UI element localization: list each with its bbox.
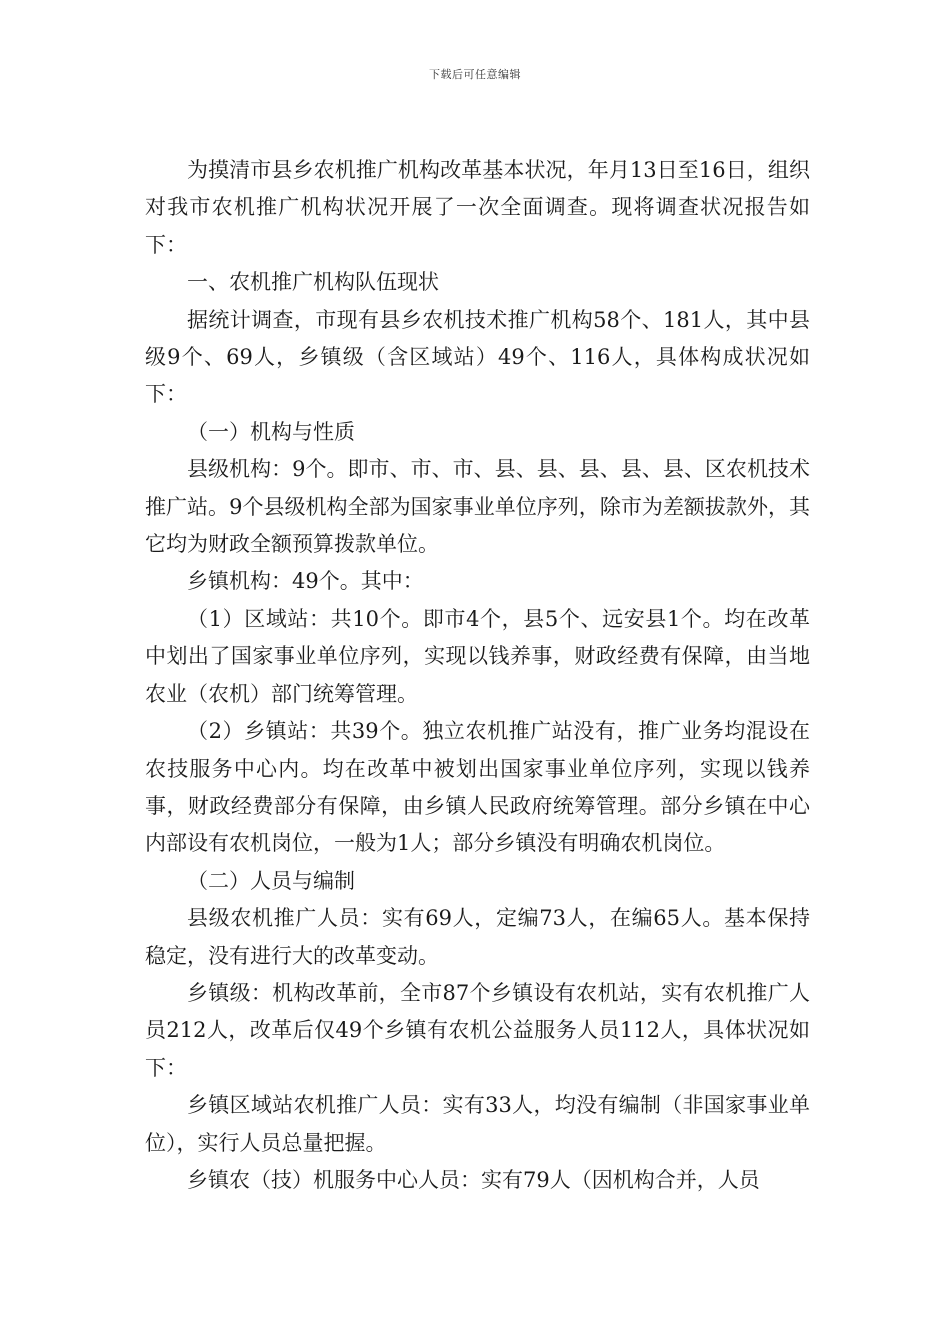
- township-stations-paragraph: （2）乡镇站：共39个。独立农机推广站没有，推广业务均混设在农技服务中心内。均在改革中被划出国家事业单位序列，实现以钱养事，财政经费部分有保障，由乡镇人民政府统筹管理。部分乡镇在中心内部设有农机岗位，一般为1人；部分乡镇没有明确农机岗位。: [145, 719, 810, 856]
- page-header: 下载后可任意编辑: [429, 68, 521, 81]
- service-center-personnel-paragraph: 乡镇农（技）机服务中心人员：实有79人（因机构合并，人员: [187, 1167, 760, 1192]
- county-institutions-paragraph: 县级机构：9个。即市、市、市、县、县、县、县、县、区农机技术推广站。9个县级机构全部为国家事业单位序列，除市为差额拔款外，其它均为财政全额预算拨款单位。: [145, 457, 810, 557]
- regional-station-personnel-paragraph: 乡镇区域站农机推广人员：实有33人，均没有编制（非国家事业单位），实行人员总量把握。: [145, 1093, 810, 1155]
- document-body: [145, 152, 810, 1199]
- township-institutions-paragraph: 乡镇机构：49个。其中：: [187, 569, 424, 594]
- statistics-paragraph: 据统计调查，市现有县乡农机技术推广机构58个、181人，其中县级9个、69人，乡镇级（含区域站）49个、116人，具体构成状况如下：: [145, 307, 810, 407]
- county-personnel-paragraph: 县级农机推广人员：实有69人，定编73人，在编65人。基本保持稳定，没有进行大的改革变动。: [145, 906, 810, 968]
- township-level-paragraph: 乡镇级：机构改革前，全市87个乡镇设有农机站，实有农机推广人员212人，改革后仅49个乡镇有农机公益服务人员112人，具体状况如下：: [145, 980, 810, 1080]
- intro-paragraph: 为摸清市县乡农机推广机构改革基本状况，年月13日至16日，组织对我市农机推广机构状况开展了一次全面调查。现将调查状况报告如下：: [145, 158, 810, 257]
- regional-stations-paragraph: （1）区域站：共10个。即市4个，县5个、远安县1个。均在改革中划出了国家事业单位序列，实现以钱养事，财政经费有保障，由当地农业（农机）部门统筹管理。: [145, 606, 810, 706]
- subsection-heading-institutions: （一）机构与性质: [187, 419, 355, 444]
- subsection-heading-personnel: （二）人员与编制: [187, 868, 355, 893]
- section-heading-1: 一、农机推广机构队伍现状: [187, 270, 439, 295]
